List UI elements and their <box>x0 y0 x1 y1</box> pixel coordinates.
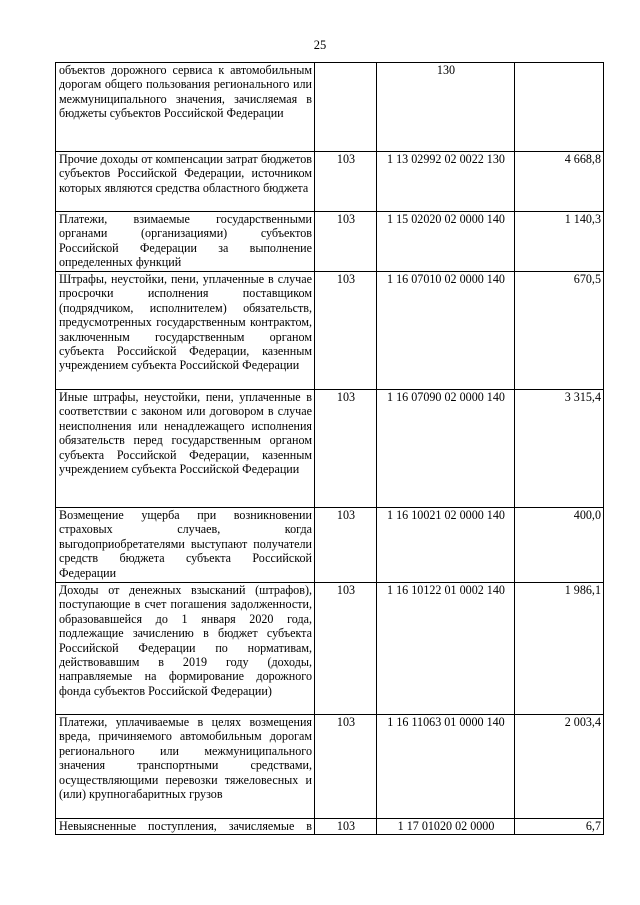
revenue-name: Доходы от денежных взысканий (штрафов), поступающие в счет погашения задолженности, образовавшейся до 1 января 2020 года, подлежащие зачислению в бюджет субъекта Российской Федерации по нормативам, действовавшим в 2019 году (доходы, направляемые на формирование дорожного фонда субъектов Российской Федерации) <box>56 583 315 715</box>
budget-classification-code: 130 <box>377 63 515 152</box>
amount: 670,5 <box>515 272 604 390</box>
budget-classification-code: 1 17 01020 02 0000 <box>377 819 515 835</box>
administrator-code: 103 <box>315 583 377 715</box>
amount: 3 315,4 <box>515 390 604 508</box>
revenue-name: Иные штрафы, неустойки, пени, уплаченные в соответствии с законом или договором в случае неисполнения или ненадлежащего исполнения обязательств перед государственным органом субъекта Российской Федерации, казенным учреждением субъекта Российской Федерации <box>56 390 315 508</box>
table-row <box>56 152 604 212</box>
amount <box>515 63 604 152</box>
revenue-name: объектов дорожного сервиса к автомобильным дорогам общего пользования регионального или межмуниципального значения, зачисляемая в бюджеты субъектов Российской Федерации <box>56 63 315 152</box>
amount: 2 003,4 <box>515 715 604 819</box>
budget-classification-code: 1 16 10122 01 0002 140 <box>377 583 515 715</box>
administrator-code: 103 <box>315 152 377 212</box>
table-row <box>56 390 604 508</box>
amount: 6,7 <box>515 819 604 835</box>
amount: 400,0 <box>515 508 604 583</box>
table-row <box>56 583 604 715</box>
administrator-code: 103 <box>315 819 377 835</box>
table-row <box>56 212 604 272</box>
budget-classification-code: 1 16 07010 02 0000 140 <box>377 272 515 390</box>
administrator-code: 103 <box>315 212 377 272</box>
page-number: 25 <box>313 38 327 52</box>
amount: 1 986,1 <box>515 583 604 715</box>
administrator-code: 103 <box>315 508 377 583</box>
revenue-name: Платежи, взимаемые государственными органами (организациями) субъектов Российской Федерации за выполнение определенных функций <box>56 212 315 272</box>
amount: 4 668,8 <box>515 152 604 212</box>
table-row <box>56 272 604 390</box>
administrator-code <box>315 63 377 152</box>
table-row <box>56 508 604 583</box>
table-row <box>56 63 604 152</box>
table-row <box>56 819 604 835</box>
administrator-code: 103 <box>315 715 377 819</box>
budget-classification-code: 1 16 11063 01 0000 140 <box>377 715 515 819</box>
amount: 1 140,3 <box>515 212 604 272</box>
budget-classification-code: 1 15 02020 02 0000 140 <box>377 212 515 272</box>
revenue-table <box>55 62 604 835</box>
administrator-code: 103 <box>315 272 377 390</box>
table-row <box>56 715 604 819</box>
administrator-code: 103 <box>315 390 377 508</box>
revenue-name: Возмещение ущерба при возникновении страховых случаев, когда выгодоприобретателями выступают получатели средств бюджета субъекта Российской Федерации <box>56 508 315 583</box>
revenue-name: Прочие доходы от компенсации затрат бюджетов субъектов Российской Федерации, источником которых являются средства областного бюджета <box>56 152 315 212</box>
budget-classification-code: 1 13 02992 02 0022 130 <box>377 152 515 212</box>
revenue-name: Платежи, уплачиваемые в целях возмещения вреда, причиняемого автомобильным дорогам регионального или межмуниципального значения транспортными средствами, осуществляющими перевозки тяжеловесных и (или) крупногабаритных грузов <box>56 715 315 819</box>
revenue-name: Невыясненные поступления, зачисляемые в <box>56 819 315 835</box>
budget-classification-code: 1 16 10021 02 0000 140 <box>377 508 515 583</box>
revenue-name: Штрафы, неустойки, пени, уплаченные в случае просрочки исполнения поставщиком (подрядчиком, исполнителем) обязательств, предусмотренных государственным контрактом, заключенным государственным органом субъекта Российской Федерации, казенным учреждением субъекта Российской Федерации <box>56 272 315 390</box>
budget-classification-code: 1 16 07090 02 0000 140 <box>377 390 515 508</box>
